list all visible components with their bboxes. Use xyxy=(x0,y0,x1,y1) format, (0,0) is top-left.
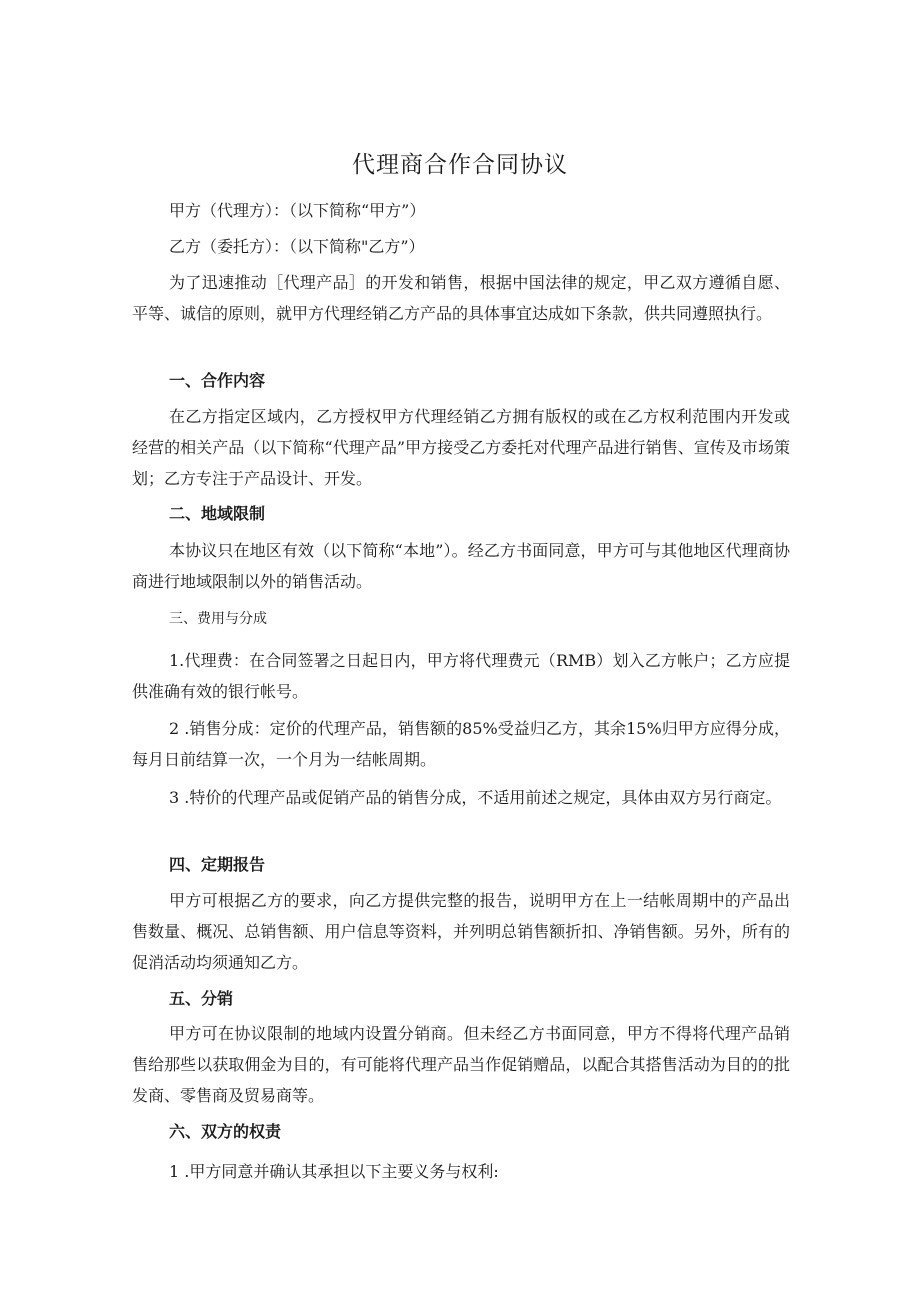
section-paragraph: 1 .甲方同意并确认其承担以下主要义务与权利: xyxy=(169,1162,499,1181)
section-paragraph: 本协议只在地区有效（以下简称“本地”）。经乙方书面同意，甲方可与其他地区代理商协商进行地域限制以外的销售活动。 xyxy=(132,541,790,591)
section-heading-responsibilities: 六、双方的权责 xyxy=(169,1122,282,1141)
section-heading-territory: 二、地域限制 xyxy=(169,504,266,523)
party-a-line: 甲方（代理方）：（以下简称“甲方”） xyxy=(169,201,426,220)
section-paragraph: 2 .销售分成：定价的代理产品，销售额的85%受益归乙方，其余15%归甲方应得分成，每月日前结算一次，一个月为一结帐周期。 xyxy=(132,719,790,769)
document-title: 代理商合作合同协议 xyxy=(352,152,568,178)
section-heading-distribution: 五、分销 xyxy=(169,989,234,1008)
preamble-paragraph: 为了迅速推动［代理产品］的开发和销售，根据中国法律的规定，甲乙双方遵循自愿、平等、诚信的原则，就甲方代理经销乙方产品的具体事宜达成如下条款，供共同遵照执行。 xyxy=(132,273,790,323)
section-paragraph: 甲方可根据乙方的要求，向乙方提供完整的报告，说明甲方在上一结帐周期中的产品出售数量、概况、总销售额、用户信息等资料，并列明总销售额折扣、净销售额。另外，所有的促消活动均须通知乙方。 xyxy=(132,891,790,972)
section-paragraph: 在乙方指定区域内，乙方授权甲方代理经销乙方拥有版权的或在乙方权利范围内开发或经营的相关产品（以下简称“代理产品”甲方接受乙方委托对代理产品进行销售、宣传及市场策划；乙方专注于产品设计、开发。 xyxy=(132,407,790,488)
section-heading-cooperation: 一、合作内容 xyxy=(169,371,266,390)
section-heading-fees: 三、费用与分成 xyxy=(169,611,267,627)
section-paragraph: 1.代理费：在合同签署之日起日内，甲方将代理费元（RMB）划入乙方帐户；乙方应提供准确有效的银行帐号。 xyxy=(132,651,790,701)
section-paragraph: 3 .特价的代理产品或促销产品的销售分成，不适用前述之规定，具体由双方另行商定。 xyxy=(169,788,782,807)
party-b-line: 乙方（委托方）：（以下简称"乙方”） xyxy=(169,237,425,256)
section-paragraph: 甲方可在协议限制的地域内设置分销商。但未经乙方书面同意，甲方不得将代理产品销售给那些以获取佣金为目的，有可能将代理产品当作促销赠品，以配合其搭售活动为目的的批发商、零售商及贸易商等。 xyxy=(132,1024,790,1105)
section-heading-reports: 四、定期报告 xyxy=(169,855,266,874)
